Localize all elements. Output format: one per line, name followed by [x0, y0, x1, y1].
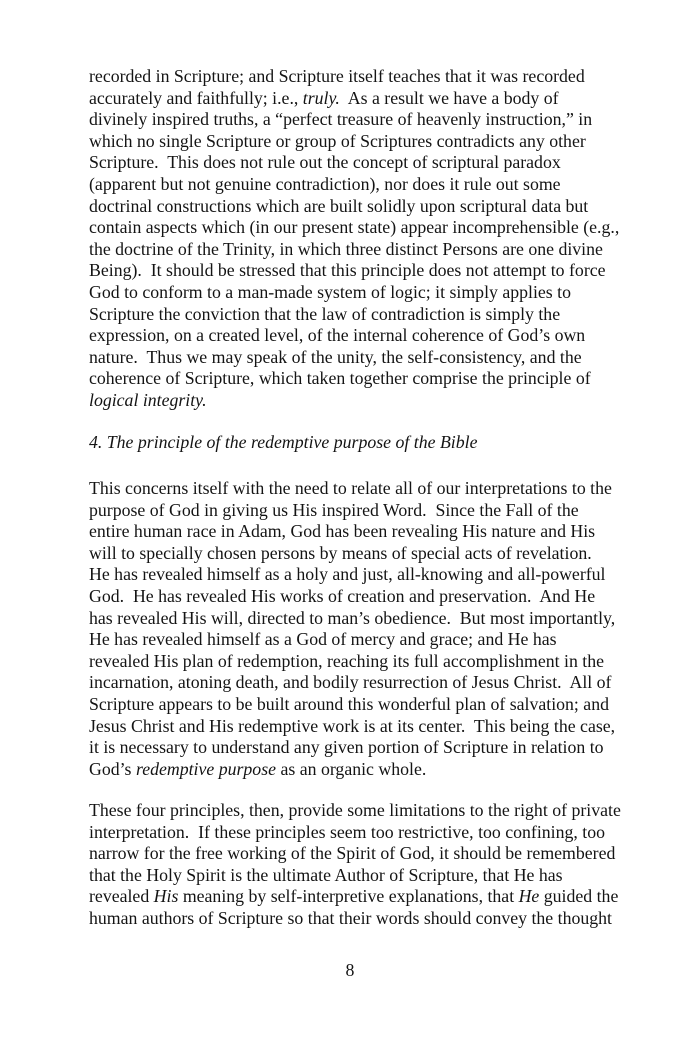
text-line: He has revealed himself as a holy and just, all-knowing and all-powerful [89, 564, 606, 585]
emphasis-text: He [518, 886, 540, 907]
text-line: incarnation, atoning death, and bodily resurrection of Jesus Christ. All of [89, 672, 612, 693]
text-line: nature. Thus we may speak of the unity, the self-consistency, and the [89, 346, 582, 367]
text-line: it is necessary to understand any given portion of Scripture in relation to [89, 737, 604, 758]
text-line: coherence of Scripture, which taken together comprise the principle of [89, 368, 591, 389]
text-line: recorded in Scripture; and Scripture itself teaches that it was recorded [89, 66, 585, 86]
text-line: This concerns itself with the need to relate all of our interpretations to the [89, 478, 612, 498]
text-line: will to specially chosen persons by means of special acts of revelation. [89, 542, 592, 563]
text-line: Being). It should be stressed that this principle does not attempt to force [89, 260, 606, 281]
emphasis-text: redemptive purpose [135, 758, 277, 779]
text-line: which no single Scripture or group of Scriptures contradicts any other [89, 130, 586, 151]
text-line: (apparent but not genuine contradiction), nor does it rule out some [89, 173, 561, 194]
text-line: Scripture appears to be built around this wonderful plan of salvation; and [89, 693, 609, 714]
emphasis-text: His [153, 886, 179, 907]
text-line: has revealed His will, directed to man’s obedience. But most importantly, [89, 607, 616, 628]
text-line: entire human race in Adam, God has been revealing His nature and His [89, 521, 596, 542]
section-heading: 4. The principle of the redemptive purpose of the Bible [89, 432, 478, 452]
text-line: He has revealed himself as a God of mercy and grace; and He has [89, 629, 557, 650]
text-line: God. He has revealed His works of creation and preservation. And He [89, 585, 596, 606]
text-line: human authors of Scripture so that their words should convey the thought [89, 907, 612, 928]
text-line: expression, on a created level, of the internal coherence of God’s own [89, 325, 586, 346]
text-line: Jesus Christ and His redemptive work is at its center. This being the case, [89, 715, 616, 736]
paragraph-four-principles [89, 800, 649, 930]
text-line: doctrinal constructions which are built solidly upon scriptural data but [89, 195, 589, 216]
paragraph-redemptive-purpose [89, 478, 649, 780]
text-line: Scripture the conviction that the law of contradiction is simply the [89, 303, 561, 324]
text-line: accurately and faithfully; i.e., truly. As a result we have a body of [89, 87, 559, 108]
paragraph-logical-integrity [89, 66, 649, 412]
text-line: divinely inspired truths, a “perfect treasure of heavenly instruction,” in [89, 109, 593, 130]
text-line: that the Holy Spirit is the ultimate Author of Scripture, that He has [89, 864, 563, 885]
text-line: revealed His plan of redemption, reaching its full accomplishment in the [89, 650, 605, 671]
text-line: Scripture. This does not rule out the concept of scriptural paradox [89, 152, 561, 173]
text-line: interpretation. If these principles seem too restrictive, too confining, too [89, 821, 606, 842]
text-line: narrow for the free working of the Spirit of God, it should be remembered [89, 843, 616, 864]
text-line: logical integrity. [89, 389, 207, 410]
text-line: These four principles, then, provide some limitations to the right of private [89, 800, 621, 820]
text-line: purpose of God in giving us His inspired Word. Since the Fall of the [89, 499, 579, 520]
page-number: 8 [345, 960, 355, 980]
text-line: God to conform to a man-made system of logic; it simply applies to [89, 281, 571, 302]
emphasis-text: truly. [302, 87, 340, 108]
text-line: the doctrine of the Trinity, in which three distinct Persons are one divine [89, 238, 603, 259]
text-line: contain aspects which (in our present state) appear incomprehensible (e.g., [89, 217, 620, 238]
text-line: God’s redemptive purpose as an organic whole. [89, 758, 427, 779]
text-line: revealed His meaning by self-interpretive explanations, that He guided the [89, 886, 619, 907]
